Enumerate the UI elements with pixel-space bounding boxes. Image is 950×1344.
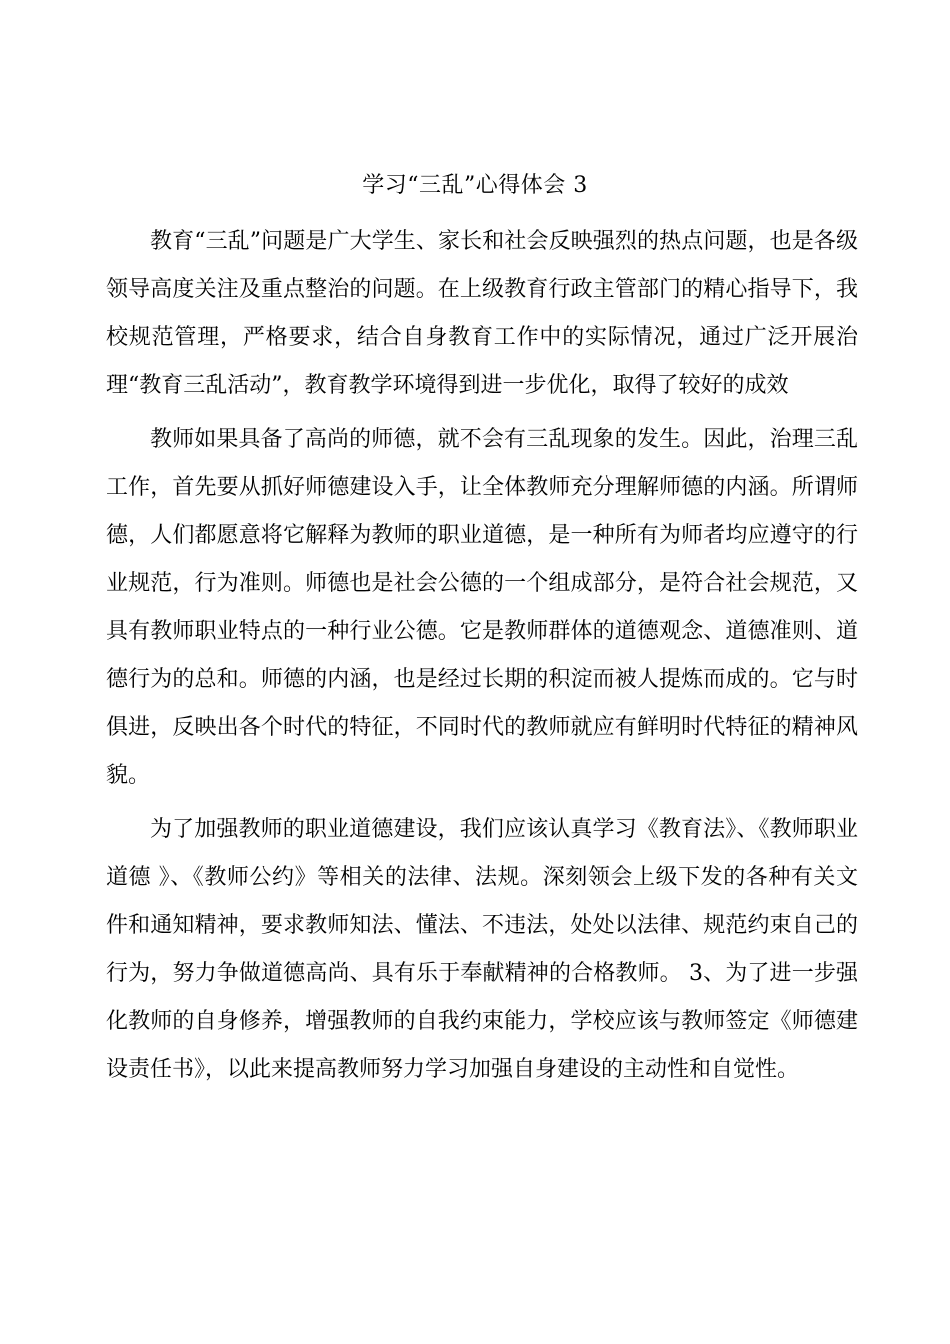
document-title: 学习“三乱”心得体会 3 (362, 173, 588, 198)
document-body (106, 218, 858, 1100)
paragraph-3: 为了加强教师的职业道德建设，我们应该认真学习《教育法》、《教师职业道德 》、《教师公约》等相关的法律、法规。深刻领会上级下发的各种有关文件和通知精神，要求教师知法、懂法、不违法，处处以法律、规范约束自己的行为，努力争做道德高尚、具有乐于奉献精神的合格教师。 3、为了进一步强化教师的自身修养，增强教师的自我约束能力，学校应该与教师签定《师德建设责任书》，以此来提高教师努力学习加强自身建设的主动性和自觉性。 (106, 817, 858, 1082)
paragraph-1: 教育“三乱”问题是广大学生、家长和社会反映强烈的热点问题，也是各级领导高度关注及重点整治的问题。在上级教育行政主管部门的精心指导下，我校规范管理，严格要求，结合自身教育工作中的实际情况，通过广泛开展治理“教育三乱活动”，教育教学环境得到进一步优化，取得了较好的成效 (106, 229, 858, 398)
paragraph-2: 教师如果具备了高尚的师德，就不会有三乱现象的发生。因此，治理三乱工作，首先要从抓好师德建设入手，让全体教师充分理解师德的内涵。所谓师德，人们都愿意将它解释为教师的职业道德，是一种所有为师者均应遵守的行业规范，行为准则。师德也是社会公德的一个组成部分，是符合社会规范，又具有教师职业特点的一种行业公德。它是教师群体的道德观念、道德准则、道德行为的总和。师德的内涵，也是经过长期的积淀而被人提炼而成的。它与时俱进，反映出各个时代的特征，不同时代的教师就应有鲜明时代特征的精神风貌。 (106, 427, 858, 788)
